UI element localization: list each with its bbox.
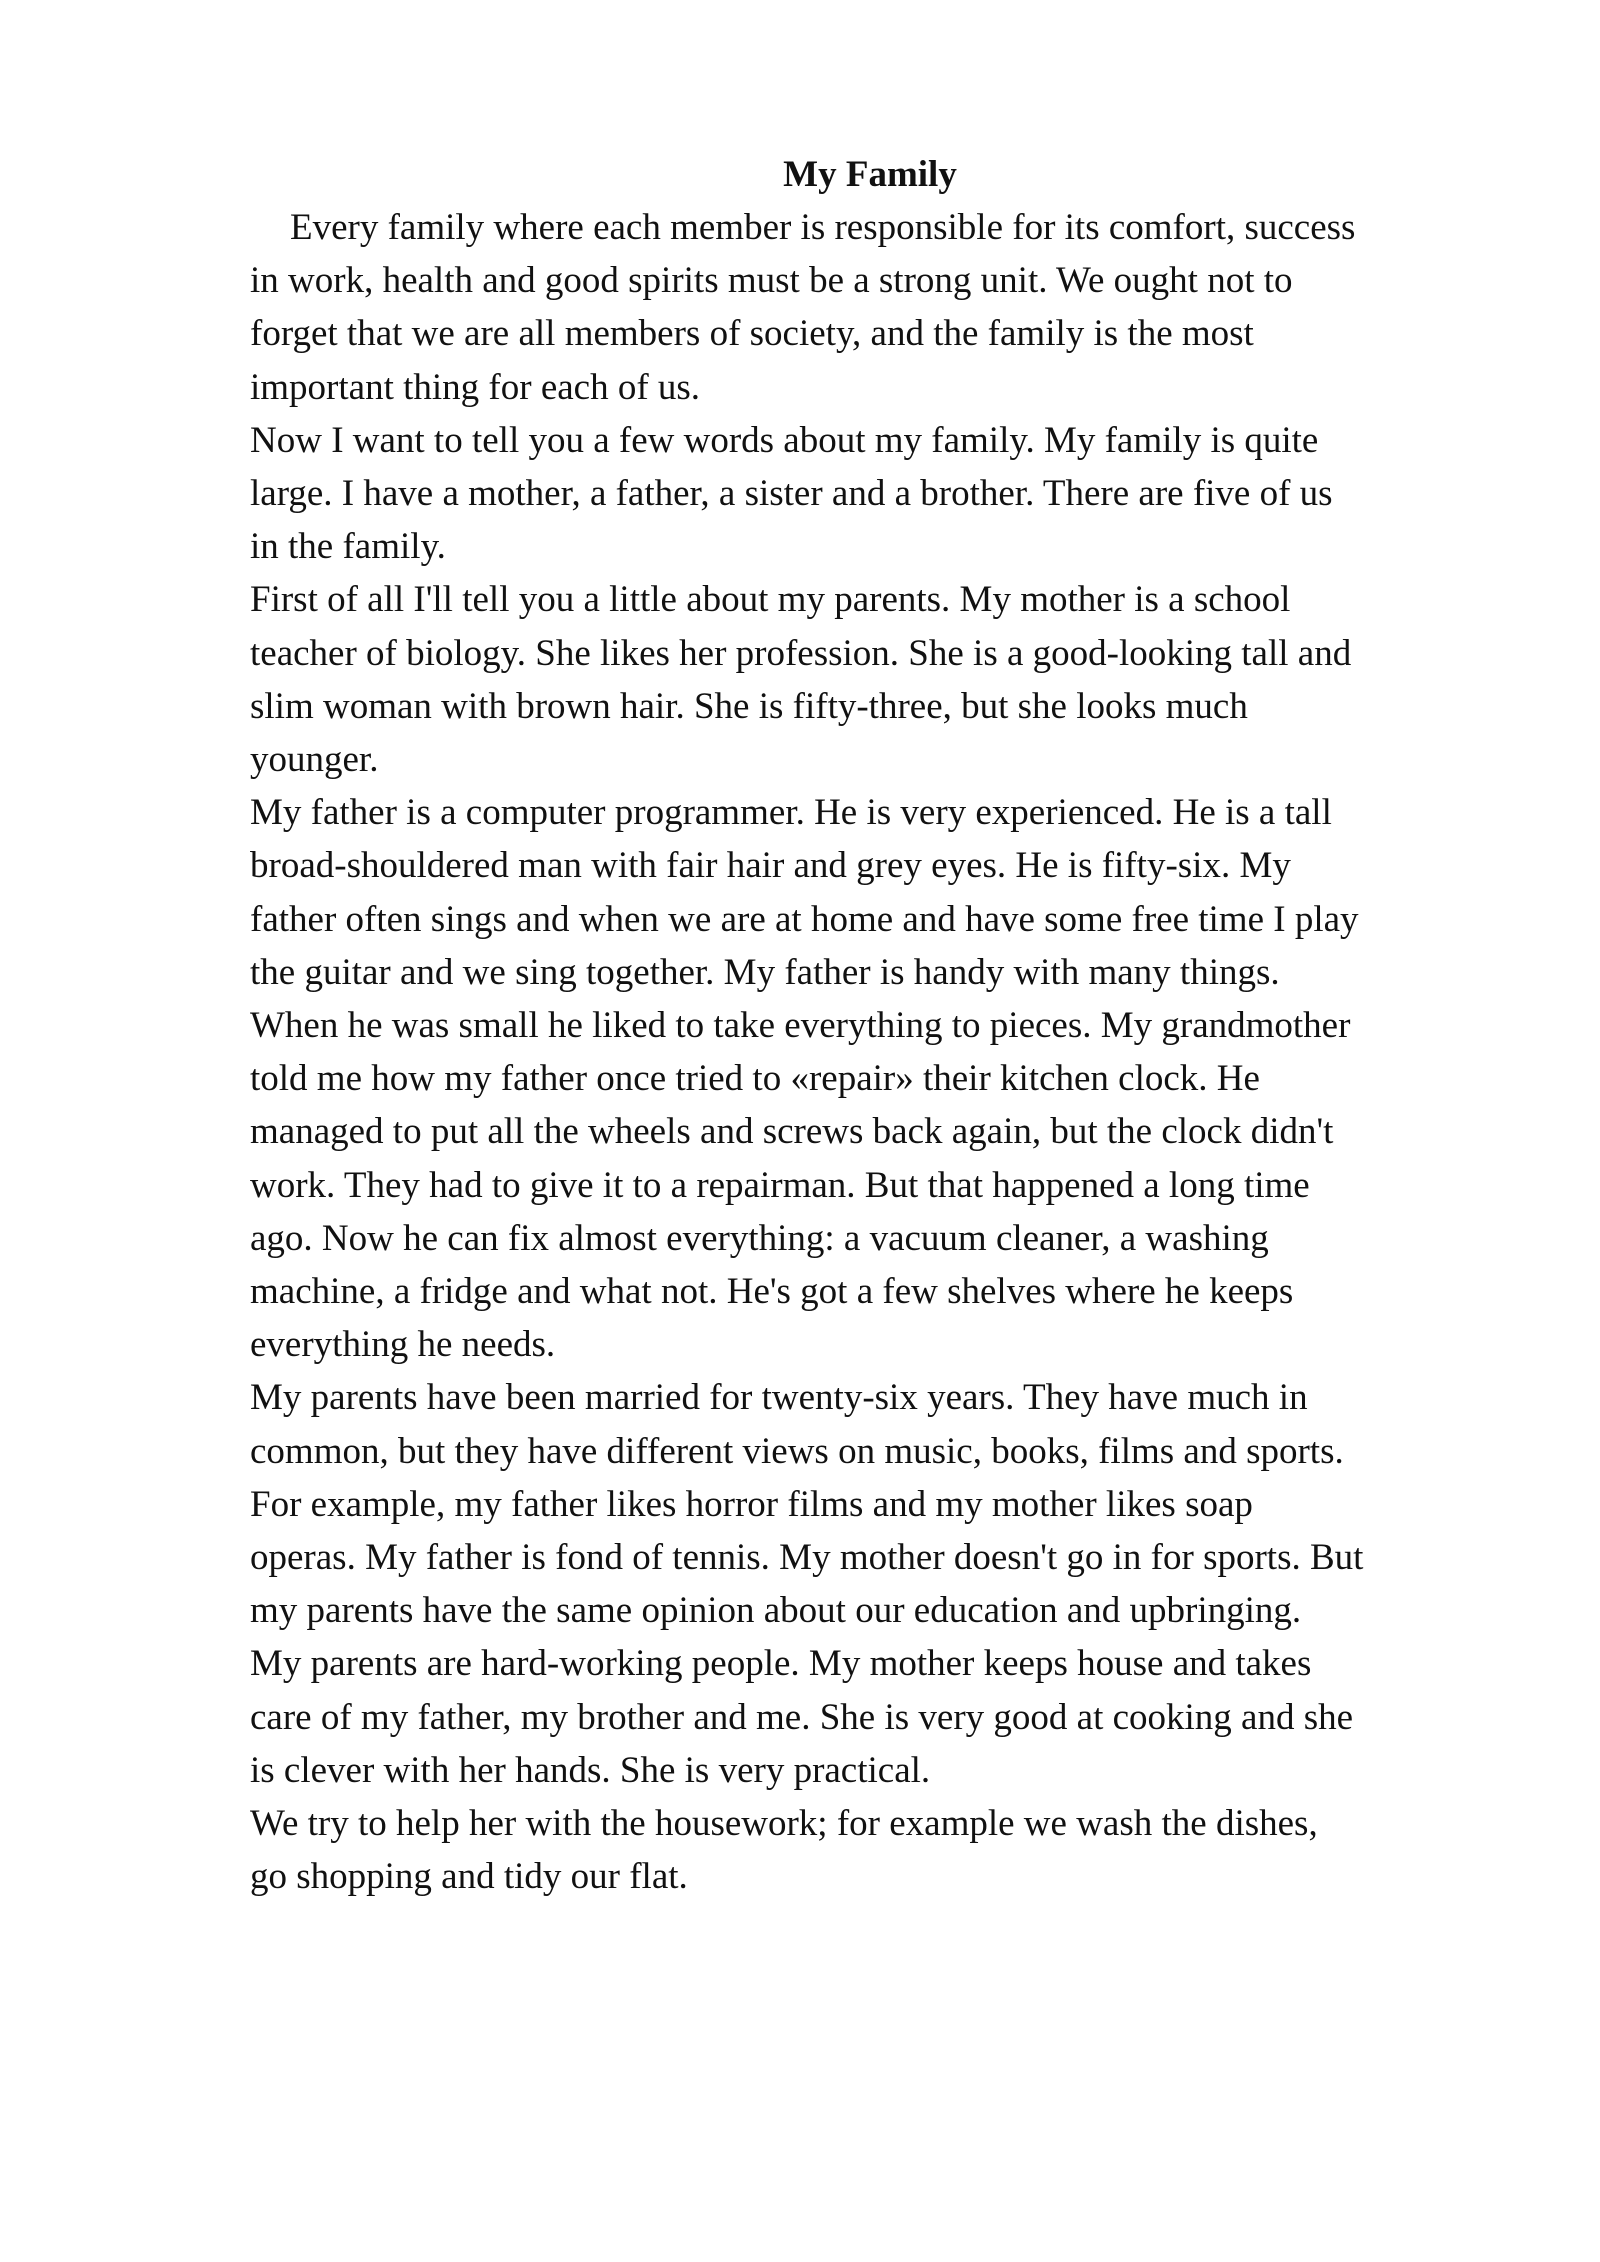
- text-line: father often sings and when we are at home and have some free time I play: [250, 898, 1359, 940]
- text-line: the guitar and we sing together. My father is handy with many things.: [250, 951, 1280, 993]
- text-line: large. I have a mother, a father, a sister and a brother. There are five of us: [250, 473, 1333, 515]
- text-line: in work, health and good spirits must be a strong unit. We ought not to: [250, 260, 1293, 302]
- text-line: My parents are hard-working people. My mother keeps house and takes: [250, 1643, 1312, 1685]
- text-line: My parents have been married for twenty-six years. They have much in: [250, 1377, 1308, 1419]
- paragraph-family-size: [250, 414, 1490, 574]
- text-line: important thing for each of us.: [250, 366, 701, 408]
- text-line: care of my father, my brother and me. She is very good at cooking and she: [250, 1696, 1354, 1738]
- text-line: Now I want to tell you a few words about my family. My family is quite: [250, 419, 1319, 461]
- text-line: common, but they have different views on music, books, films and sports.: [250, 1430, 1344, 1472]
- paragraph-hard-working: [250, 1637, 1490, 1797]
- document-body: [250, 201, 1490, 1904]
- title-container: [250, 148, 1510, 201]
- text-line: my parents have the same opinion about our education and upbringing.: [250, 1590, 1302, 1632]
- text-line: is clever with her hands. She is very practical.: [250, 1749, 931, 1791]
- document-title: My Family: [783, 154, 957, 195]
- text-line: go shopping and tidy our flat.: [250, 1856, 688, 1898]
- text-line: We try to help her with the housework; for example we wash the dishes,: [250, 1803, 1318, 1845]
- text-line: slim woman with brown hair. She is fifty-three, but she looks much: [250, 685, 1248, 727]
- text-line: forget that we are all members of society, and the family is the most: [250, 313, 1254, 355]
- text-line: in the family.: [250, 526, 446, 568]
- text-line: When he was small he liked to take everything to pieces. My grandmother: [250, 1005, 1351, 1047]
- text-line: My father is a computer programmer. He is very experienced. He is a tall: [250, 792, 1332, 834]
- text-line: everything he needs.: [250, 1324, 556, 1366]
- paragraph-father: [250, 786, 1490, 1371]
- text-line: work. They had to give it to a repairman. But that happened a long time: [250, 1164, 1310, 1206]
- text-line: broad-shouldered man with fair hair and grey eyes. He is fifty-six. My: [250, 845, 1291, 887]
- text-line: ago. Now he can fix almost everything: a vacuum cleaner, a washing: [250, 1217, 1269, 1259]
- paragraph-parents-married: [250, 1371, 1490, 1637]
- text-line: told me how my father once tried to «repair» their kitchen clock. He: [250, 1058, 1260, 1100]
- text-line: younger.: [250, 739, 379, 781]
- text-line: For example, my father likes horror films and my mother likes soap: [250, 1483, 1253, 1525]
- text-line: teacher of biology. She likes her profession. She is a good-looking tall and: [250, 632, 1352, 674]
- paragraph-housework: [250, 1797, 1490, 1903]
- paragraph-mother: [250, 573, 1490, 786]
- paragraph-intro: [250, 201, 1490, 414]
- text-line: Every family where each member is responsible for its comfort, success: [290, 207, 1356, 248]
- text-line: operas. My father is fond of tennis. My mother doesn't go in for sports. But: [250, 1537, 1364, 1579]
- text-line: machine, a fridge and what not. He's got a few shelves where he keeps: [250, 1271, 1294, 1313]
- text-line: managed to put all the wheels and screws back again, but the clock didn't: [250, 1111, 1334, 1153]
- text-line: First of all I'll tell you a little about my parents. My mother is a school: [250, 579, 1291, 621]
